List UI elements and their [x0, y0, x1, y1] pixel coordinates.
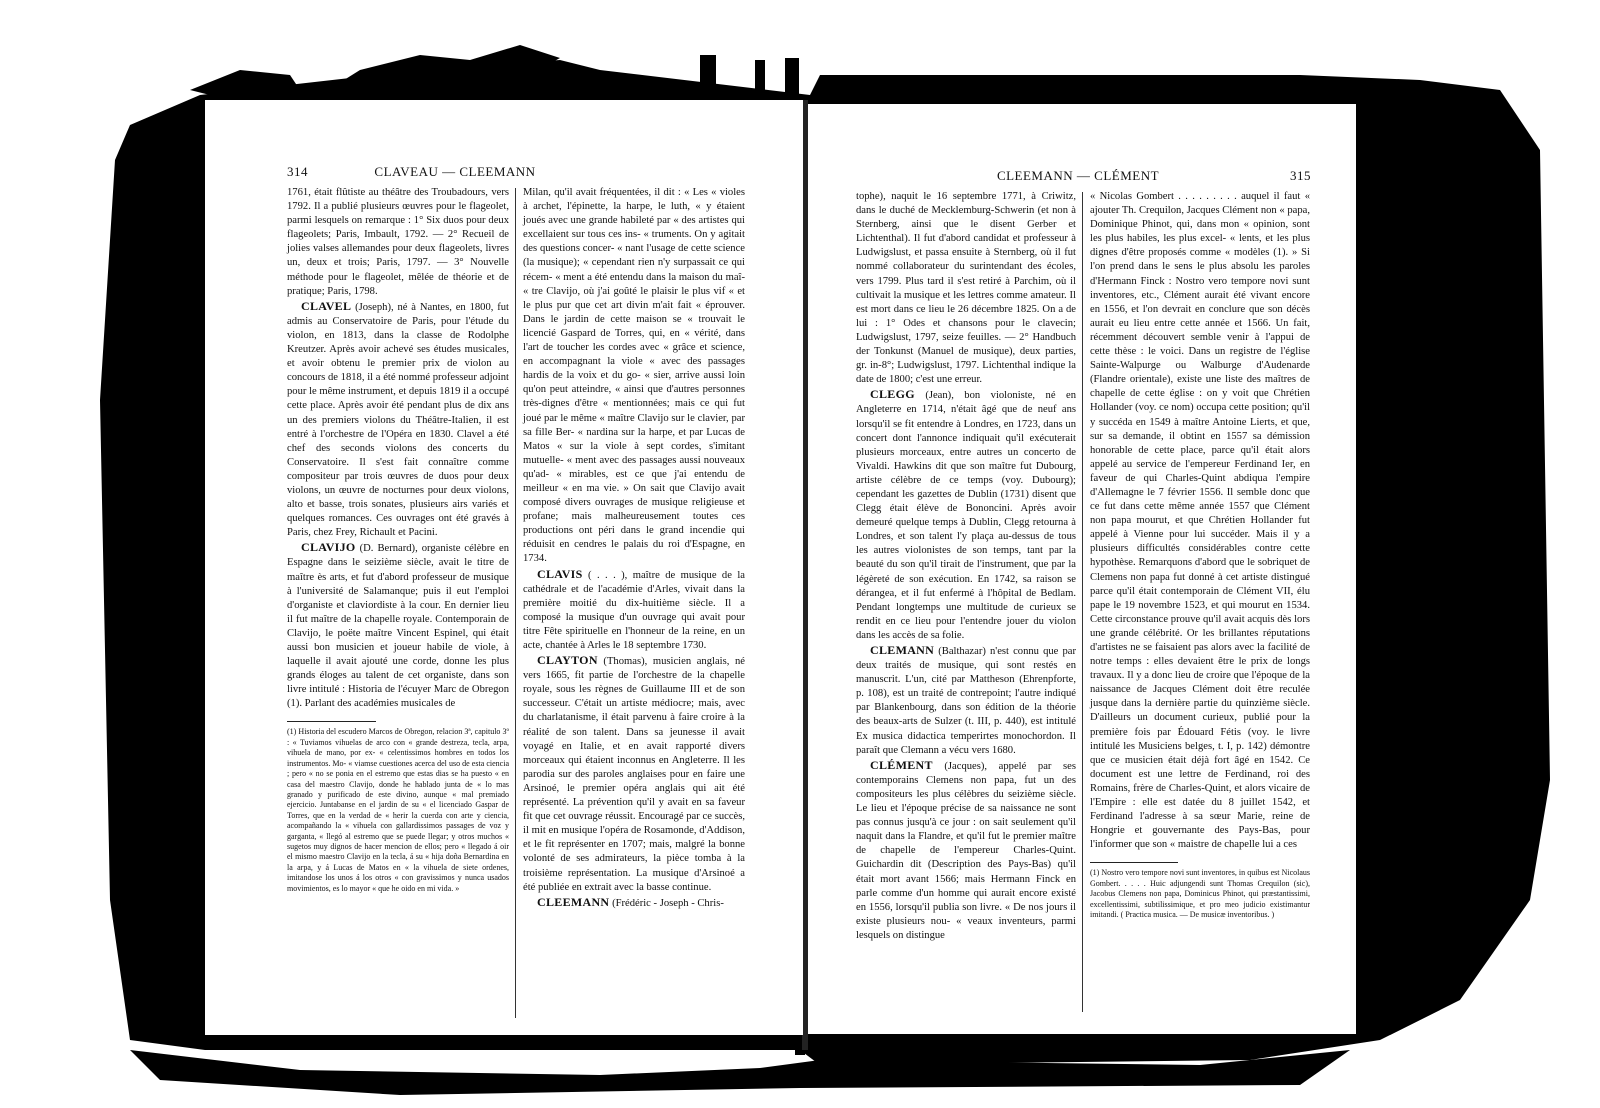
headword-cleemann: CLEEMANN — [537, 894, 610, 909]
headword-clayton: CLAYTON — [537, 653, 598, 668]
entry-clavis — [523, 567, 745, 654]
headword-clavijo: CLAVIJO — [301, 540, 356, 555]
entry-clavijo-text: (D. Bernard), organiste célèbre en Espagne dans le seizième siècle, avait le titre de maître ès arts, et fut d'abord professeur de musique à l'université de Salamanque; puis il eut l'emploi d'organiste et claviordiste à la cour. En dernier lieu il fut maître de la chapelle royale. Contemporain de Clavijo, le poëte maître Vincent Espinel, qui était aussi bon musicien et joueur habile de viole, à laquelle il avait ajouté une corde, donne les plus grands éloges au talent de cet organiste, dans son livre intitulé : Historia de l'écuyer Marc de Obregon (1). Parlant des académies musicales de — [287, 543, 509, 710]
entry-clavis-text: ( . . . ), maître de musique de la cathédrale et de l'académie d'Arles, vivait dans la première moitié du dix-huitième siècle. Il a composé la musique d'un ouvrage qui avait pour titre Fête spirituelle en l'honneur de la reine, en un acte, chantée à Arles le 18 septembre 1730. — [523, 569, 745, 651]
entry-clemann-text: (Balthazar) n'est connu que par deux traités de musique, qui sont restés en manuscrit. L'un, cité par Mattheson (Ehrenpforte, p. 108), est un traité de contrepoint; l'autre indiqué par Blankenbourg, dans son édition de la théorie des beaux-arts de Sulzer (t. III, p. 440), est intitulé Ex musica didactica temperirtes monochordon. Il paraît que Clemann a vécu vers 1680. — [856, 646, 1077, 756]
right-page-number: 315 — [1290, 168, 1311, 183]
right-page-header — [808, 168, 1356, 188]
left-running-title: CLAVEAU — CLEEMANN — [374, 164, 536, 179]
column-divider — [515, 188, 516, 1018]
entry-clegg — [856, 387, 1076, 643]
left-page-column-1 — [287, 186, 509, 894]
entry-clavel-text: (Joseph), né à Nantes, en 1800, fut admis au Conservatoire de Paris, pour l'étude du violon, en 1813, dans la classe de Rodolphe Kreutzer. Après avoir achevé ses études musicales, et avoir obtenu le premier prix de violon au concours de 1818, il a été nommé professeur adjoint pour le même instrument, et depuis 1819 il a occupé cette place. Après avoir été pendant plus de dix ans un des premiers violons du Théâtre-Italien, il est entré à l'orchestre de l'Opéra en 1830. Clavel a été chef des seconds violons des concerts du Conservatoire. Il s'est fait connaître comme compositeur par trois œuvres de duos pour deux violons, un œuvre de nocturnes pour deux violons, alto et basse, trois sonates, plusieurs airs variés et quelques romances. Ces ouvrages ont été gravés à Paris, chez Frey, Richault et Pacini. — [287, 301, 509, 539]
left-page-number: 314 — [287, 164, 308, 179]
headword-clement: CLÉMENT — [870, 757, 933, 772]
entry-clayton-text: (Thomas), musicien anglais, né vers 1665, fit partie de l'orchestre de la chapelle royale, sous les règnes de Guillaume III et de son successeur. C'était un artiste médiocre; mais, avec du charlatanisme, il était parvenu à faire croire à la réalité de son talent. Dans sa jeunesse il avait voyagé en Italie, et en avait rapporté divers morceaux qui étaient inconnus en Angleterre. Il les parodia sur des paroles anglaises pour en faire une Arsinoé, le premier opéra anglais qui ait été représenté. La prévention qu'il y avait en sa faveur fit que cet ouvrage réussit. Encouragé par ce succès, il mit en musique l'opéra de Rosamonde, d'Addison, et le fit représenter en 1707; mais, malgré la bonne volonté de ses admirateurs, la pièce tomba à la troisième représentation. La musique d'Arsinoé a été publiée en extrait avec la basse continue. — [523, 656, 745, 893]
entry-clemann — [856, 643, 1076, 758]
right-page-column-1 — [856, 190, 1076, 943]
footnote-right-text: (1) Nostro vero tempore novi sunt inventores, in quibus est Nicolaus Gombert. . . . . Huic adjungendi sunt Thomas Crequilon (sic), Jacobus Clemens non papa, Dominicus Phinot, qui præstantissimi, excellentissimi, subtilissimique, et pro meo judicio existimantur imitandi. ( Practica musica. — De musicæ inventoribus. ) — [1090, 868, 1310, 920]
entry-clement — [856, 758, 1076, 943]
headword-clegg: CLEGG — [870, 387, 915, 402]
headword-clemann: CLEMANN — [870, 643, 935, 657]
paragraph-flageolet: 1761, était flûtiste au théâtre des Troubadours, vers 1792. Il a publié plusieurs œuvres pour le flageolet, parmi lesquels on remarque : 1° Six duos pour deux flageolets; Paris, Imbault, 1792. — 2° Recueil de jolies valses allemandes pour deux flageolets, livres un, deux et trois; Paris, 1797. — 3° Nouvelle méthode pour le flageolet, mêlée de théorie et de pratique; Paris, 1798. — [287, 187, 509, 297]
footnote-right — [1090, 862, 1310, 920]
entry-clayton — [523, 653, 745, 895]
headword-clavel: CLAVEL — [301, 298, 352, 313]
footnote-rule — [287, 721, 376, 722]
footnote-left-text: (1) Historia del escudero Marcos de Obregon, relacion 3ª, capitulo 3º : « Tuviamos vihuelas de arco con « grande destreza, tecla, arpa, vihuela de mano, por ex- « celentissimos hombres en todos los instrumentos. Mo- « viamse cuestiones acerca del uso de esta ciencia ; pero « no se ponia en el estremo que estas dias se ha puesto « en casa del maestro Clavijo, donde he hablado junta de « lo mas granado y purificado de este divino, aunque « mal premiado ejercicio. Juntabanse en el jardin de su « el licenciado Gaspar de Torres, que en la verdad de « herir la cuerda con arte y ciencia, acompañando la « vihuela con gallardissimos passages de voz y garganta, « llegó al estremo que se puede llegar; y otros muchos « sugetos muy dignos de hacer mencion de ellos; pero « llegado á oir el mismo maestro Clavijo en la tecla, á su « hija doña Bernardina en la arpa, y á Lucas de Matos en « la vihuela de siete ordenes, imitandose los unos á los otros « con gravissimos y nunca usados movimientos, es lo mayor « que he oido en mi vida. » — [287, 727, 509, 893]
footnote-rule-right — [1090, 862, 1178, 863]
left-page-header — [205, 164, 803, 184]
entry-clement-text: (Jacques), appelé par ses contemporains Clemens non papa, fut un des compositeurs les plus célèbres du seizième siècle. Le lieu et l'époque précise de sa naissance ne sont pas connus jusqu'à ce jour : on sait seulement qu'il naquit dans la Flandre, et qu'il fut le premier maître de chapelle de l'empereur Charles-Quint. Guichardin dit (Description des Pays-Bas) qu'il était mort avant 1566; mais Hermann Finck en parle comme d'un homme qui aurait encore existé en 1556, lorsqu'il publia son livre. « De nos jours il existe plusieurs nou- « veaux inventeurs, parmi lesquels on distingue — [856, 760, 1076, 941]
column-divider-right — [1082, 192, 1083, 1012]
right-running-title: CLEEMANN — CLÉMENT — [996, 168, 1160, 183]
right-page-column-2 — [1090, 190, 1310, 920]
footnote-left — [287, 721, 509, 894]
right-page — [808, 104, 1356, 1034]
entry-cleemann-text: (Frédéric - Joseph - Chris- — [612, 897, 724, 909]
entry-cleemann — [523, 895, 745, 911]
paragraph-clavijo-quote: Milan, qu'il avait fréquentées, il dit : « Les « violes à archet, l'épinette, la harpe, le luth, « y étaient joués avec une grande habileté par « des artistes qui excellaient sur tous ces ins- « truments. On y agitait des questions concer- « nant l'usage de cette science (la musique); « cependant rien n'y surpassait ce qui récem- « ment a été entendu dans la maison du maî- « tre Clavijo, où j'ai goûté le plaisir le plus vif « et le plus pur que cet art divin m'ait fait « éprouver. Dans le jardin de cette maison se « trouvait le licencié Gaspard de Torres, qui, en « vérité, dans l'art de toucher les cordes avec « grâce et science, en accompagnant la viole « avec des passages hardis de la voix et du go- « sier, arrive aussi loin qu'on peut atteindre, « ainsi que d'autres personnes très-dignes d'être « mentionnées; mais ce qui fut joué par le même « maître Clavijo sur le clavier, par sa fille Ber- « nardina sur la harpe, et par Lucas de Matos « sur la viole à sept cordes, s'imitant mutuelle- « ment avec des passages aussi nouveaux qu'ad- « mirables, est ce que j'ai entendu de meilleur « en ma vie. » On sait que Clavijo avait composé divers ouvrages de musique religieuse et profane; mais malheureusement toutes ces productions ont péri dans le grand incendie qui réduisit en cendres le palais du roi d'Espagne, en 1734. — [523, 187, 745, 565]
paragraph-cleemann-cont: tophe), naquit le 16 septembre 1771, à Criwitz, dans le duché de Mecklemburg-Schwerin (et non à Sternberg, ainsi que le disent Gerber et Lichtenthal). Il fut d'abord candidat et professeur à Ludwigslust, et passa ensuite à Sternberg, où il fut nommé collaborateur du surintendant des écoles, vers 1799. Plus tard il s'est retiré à Parchim, où il cultivait la musique et les lettres comme amateur. Il est mort dans ce lieu le 26 décembre 1825. On a de lui : 1° Odes et chansons pour le clavecin; Ludwigslust, 1797, seize feuilles. — 2° Handbuch der Tonkunst (Manuel de musique), deux parties, gr. in-8°; Ludwigslust, 1797. Lichtenthal indique la date de 1800; c'est une erreur. — [856, 191, 1076, 386]
left-page — [205, 100, 803, 1035]
entry-clavel — [287, 299, 509, 541]
paragraph-clement-cont: « Nicolas Gombert . . . . . . . . . auquel il faut « ajouter Th. Crequilon, Jacques Clément non « papa, Dominique Phinot, qui, dans mon « opinion, sont les plus habiles, les plus excel- « lents, et les plus dignes d'être proposés comme « modèles (1). » Si l'on prend dans le sens le plus absolu les paroles d'Hermann Finck : Nostro vero tempore novi sunt inventores, etc., Clément aurait été vivant encore en 1556, et l'on devrait en conclure que son décès aurait eu lieu entre cette année et 1566. Un fait, récemment découvert semble venir à l'appui de cette thèse : le voici. Dans un registre de l'église Sainte-Walpurge ou Walburge d'Audenarde (Flandre orientale), existe une liste des maîtres de chapelle de cette église : on y voit que Chrétien Hollander (voy. ce nom) occupa cette position; qu'il y succéda en 1549 à maître Antoine Lierts, et que, sur sa demande, il obtint en 1557 sa démission honorable de cette place, parce qu'il était alors appelé au service de l'empereur Ferdinand Ier, en faveur de qui Charles-Quint abdiqua l'empire d'Allemagne le 7 février 1556. Il semble donc que ce fut dans cette même année 1557 que Clément non papa mourut, et que Chrétien Hollander fut appelé à Vienne pour lui succéder. Mais il y a plusieurs difficultés considérables contre cette hypothèse. Remarquons d'abord que le sobriquet de Clemens non papa fut donné à cet artiste distingué parce qu'il était contemporain de Clément VII, élu pape le 19 novembre 1523, et qui mourut en 1534. Cette circonstance prouve qu'il avait acquis dès lors une grande célébrité. Or les brillantes réputations d'artistes ne se faisaient pas alors avec la facilité de notre temps : elles devaient être le prix de longs travaux. Il y a donc lieu de croire que l'époque de la naissance de Jacques Clément doit être reculée jusque dans la dernière partie du quinzième siècle. D'ailleurs un document curieux, publié pour la première fois par Édouard Fétis (voy. le livre intitulé les Musiciens belges, t. I, p. 142) démontre que ce musicien était déjà fort âgé en 1542. Ce document est une lettre de Ferdinand, roi des Romains, frère de Charles-Quint, et alors vicaire de l'Empire : elle est datée du 8 juillet 1542, et Ferdinand l'adresse à sa sœur Marie, reine de Hongrie et gouvernante des Pays-Bas, pour l'informer que son « maistre de chapelle lui a ces — [1090, 191, 1310, 851]
entry-clegg-text: (Jean), bon violoniste, né en Angleterre en 1714, n'était âgé que de neuf ans lorsqu'il se fit entendre à Londres, en 1723, dans un concert dont l'annonce indiquait qu'il exécuterait plusieurs morceaux, entre autres un concerto de Vivaldi. Hawkins dit que son maître fut Dubourg, artiste célèbre de ce temps (voy. Dubourg); cependant les gazettes de Dublin (1731) disent que Clegg était élève de Bononcini. Après avoir demeuré quelque temps à Dublin, Clegg retourna à Londres, et son talent l'y plaça au-dessus de tous les autres violonistes de son temps, tant par la beauté du son qu'il tirait de l'instrument, que par la légèreté de son exécution. En 1742, sa raison se dérangea, et il fut enfermé à l'hôpital de Bedlam. Pendant longtemps une multitude de curieux se rendit en ce lieu pour l'entendre jouer du violon dans les accès de sa folie. — [856, 390, 1076, 641]
entry-clavijo — [287, 540, 509, 711]
left-page-column-2 — [523, 186, 745, 911]
headword-clavis: CLAVIS — [537, 566, 583, 581]
